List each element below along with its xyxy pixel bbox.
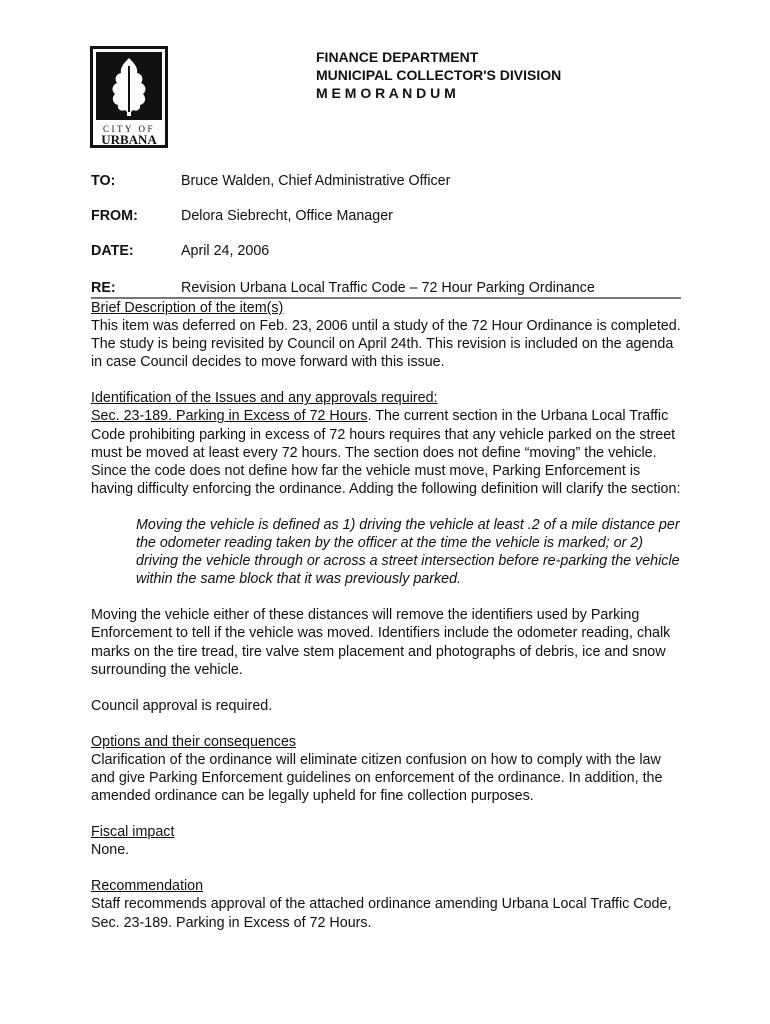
options-heading: Options and their consequences bbox=[91, 733, 297, 750]
to-value: Bruce Walden, Chief Administrative Officer bbox=[181, 173, 451, 189]
from-value: Delora Siebrecht, Office Manager bbox=[181, 208, 393, 224]
date-label: DATE: bbox=[91, 243, 134, 259]
from-field bbox=[91, 208, 691, 228]
fiscal-heading: Fiscal impact bbox=[91, 824, 175, 841]
logo-city-of-text: CITY OF bbox=[103, 124, 155, 134]
issues-paragraph bbox=[91, 407, 681, 497]
header-department: FINANCE DEPARTMENT bbox=[316, 49, 479, 65]
fiscal-text: None. bbox=[91, 842, 130, 859]
brief-heading: Brief Description of the item(s) bbox=[91, 300, 284, 316]
brief-text: This item was deferred on Feb. 23, 2006 until a study of the 72 Hour Ordinance is completed. The study is being revisited by Council on April 24th. This revision is included on the agenda in case Council decides to move forward with this issue. bbox=[91, 318, 681, 371]
header-memorandum: M E M O R A N D U M bbox=[316, 85, 456, 101]
moving-text: Moving the vehicle either of these distances will remove the identifiers used by Parking Enforcement to tell if the vehicle was moved. Identifiers include the odometer reading, chalk marks on the tire tread, tire valve stem placement and photographs of debris, ice and snow surrounding the vehicle. bbox=[91, 607, 671, 678]
recommendation-heading: Recommendation bbox=[91, 878, 204, 895]
from-label: FROM: bbox=[91, 208, 138, 224]
recommendation-text: Staff recommends approval of the attached ordinance amending Urbana Local Traffic Code, Sec. 23-189. Parking in Excess of 72 Hours. bbox=[91, 896, 672, 931]
approval-text: Council approval is required. bbox=[91, 697, 273, 714]
logo-urbana-text: URBANA bbox=[101, 132, 157, 147]
memo-header bbox=[316, 48, 561, 102]
issues-heading: Identification of the Issues and any approvals required: bbox=[91, 390, 438, 407]
to-label: TO: bbox=[91, 173, 116, 189]
issues-text: . The current section in the Urbana Local Traffic Code prohibiting parking in excess of 72 hours requires that any vehicle parked on the street must be moved at least every 72 hours. The section does not define “moving” the vehicle. Since the code does not define how far the vehicle must move, Parking Enforcement is having difficulty enforcing the ordinance. Adding the following definition will clarify the section: bbox=[91, 408, 681, 497]
city-of-urbana-logo bbox=[90, 46, 168, 148]
options-text: Clarification of the ordinance will eliminate citizen confusion on how to comply with the law and give Parking Enforcement guidelines on enforcement of the ordinance. In addition, the amended ordinance can be legally upheld for fine collection purposes. bbox=[91, 751, 663, 805]
definition-quote: Moving the vehicle is defined as 1) driving the vehicle at least .2 of a mile distance per the odometer reading taken by the officer at the time the vehicle is marked; or 2) driving the vehicle through or across a street intersection before re-parking the vehicle within the same block that it was previously parked. bbox=[136, 516, 680, 588]
re-label: RE: bbox=[91, 280, 116, 296]
header-division: MUNICIPAL COLLECTOR'S DIVISION bbox=[316, 67, 562, 83]
date-value: April 24, 2006 bbox=[181, 243, 270, 259]
memo-body bbox=[91, 299, 681, 932]
date-field bbox=[91, 243, 691, 263]
re-value: Revision Urbana Local Traffic Code – 72 Hour Parking Ordinance bbox=[181, 280, 595, 296]
to-field bbox=[91, 173, 691, 193]
issues-code-reference: Sec. 23-189. Parking in Excess of 72 Hours bbox=[91, 408, 368, 425]
